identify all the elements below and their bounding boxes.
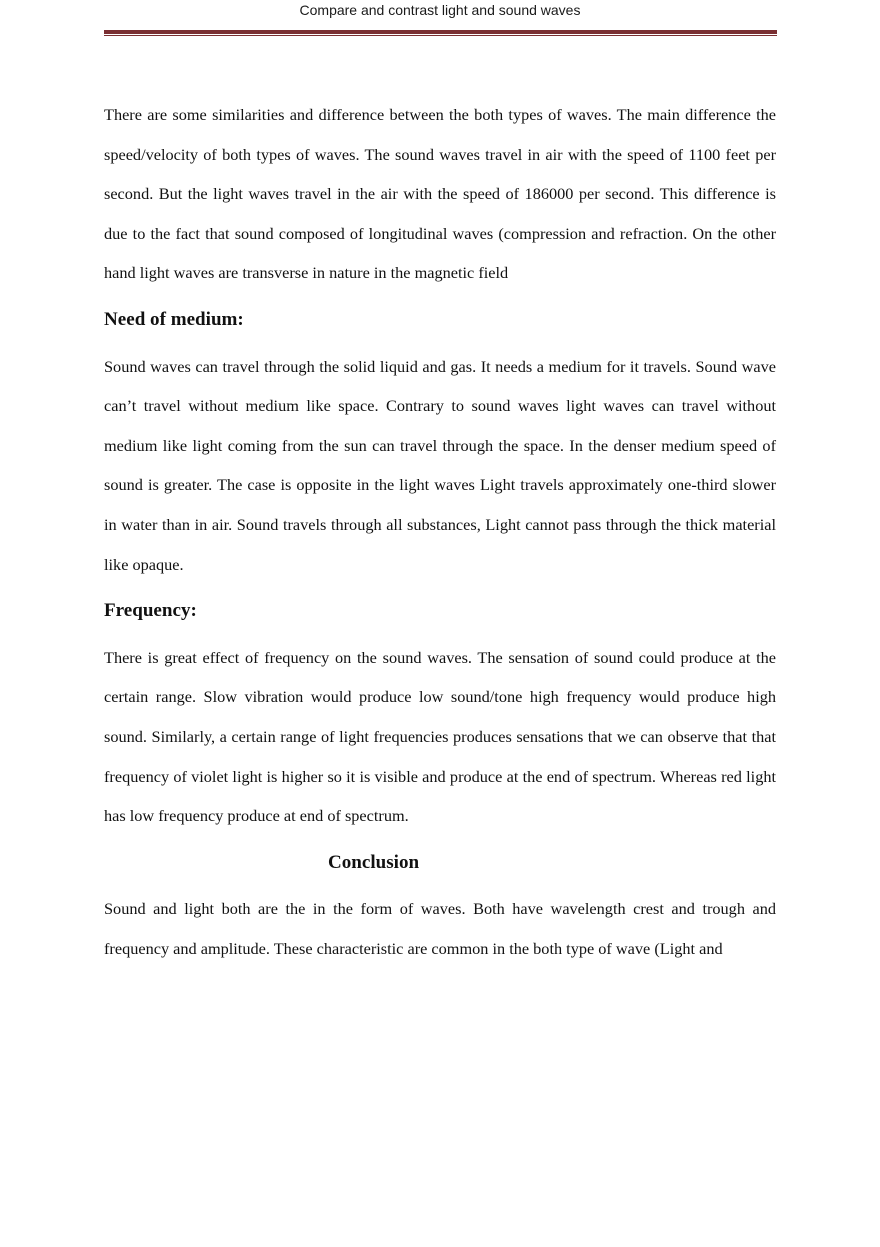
- section-heading-frequency: Frequency:: [104, 600, 197, 622]
- section-paragraph-medium: Sound waves can travel through the solid liquid and gas. It needs a medium for it travels. Sound wave can’t travel without medium like space. Contrary to sound waves light waves can travel without medium like light coming from the sun can travel through the space. In the denser medium speed of sound is greater. The case is opposite in the light waves Light travels approximately one-third slower in water than in air. Sound travels through all substances, Light cannot pass through the thick material like opaque.: [104, 356, 776, 574]
- conclusion-paragraph: Sound and light both are the in the form of waves. Both have wavelength crest and trough and frequency and amplitude. These characteristic are common in the both type of wave (Light and: [104, 899, 776, 958]
- document-body: [104, 95, 776, 968]
- section-heading-medium: Need of medium:: [104, 308, 244, 330]
- section-paragraph-frequency: There is great effect of frequency on the sound waves. The sensation of sound could produce at the certain range. Slow vibration would produce low sound/tone high frequency would produce high sound. Similarly, a certain range of light frequencies produces sensations that we can observe that that frequency of violet light is higher so it is visible and produce at the end of spectrum. Whereas red light has low frequency produce at end of spectrum.: [104, 647, 776, 826]
- page-header-title: Compare and contrast light and sound waves: [299, 2, 581, 18]
- header-rule-thick: [104, 30, 777, 34]
- header-rule: [104, 30, 777, 36]
- intro-paragraph: There are some similarities and difference between the both types of waves. The main difference the speed/velocity of both types of waves. The sound waves travel in air with the speed of 1100 feet per second. But the light waves travel in the air with the speed of 186000 per second. This difference is due to the fact that sound composed of longitudinal waves (compression and refraction. On the other hand light waves are transverse in nature in the magnetic field: [104, 105, 776, 283]
- header-rule-thin: [104, 35, 777, 36]
- conclusion-heading: Conclusion: [328, 851, 420, 873]
